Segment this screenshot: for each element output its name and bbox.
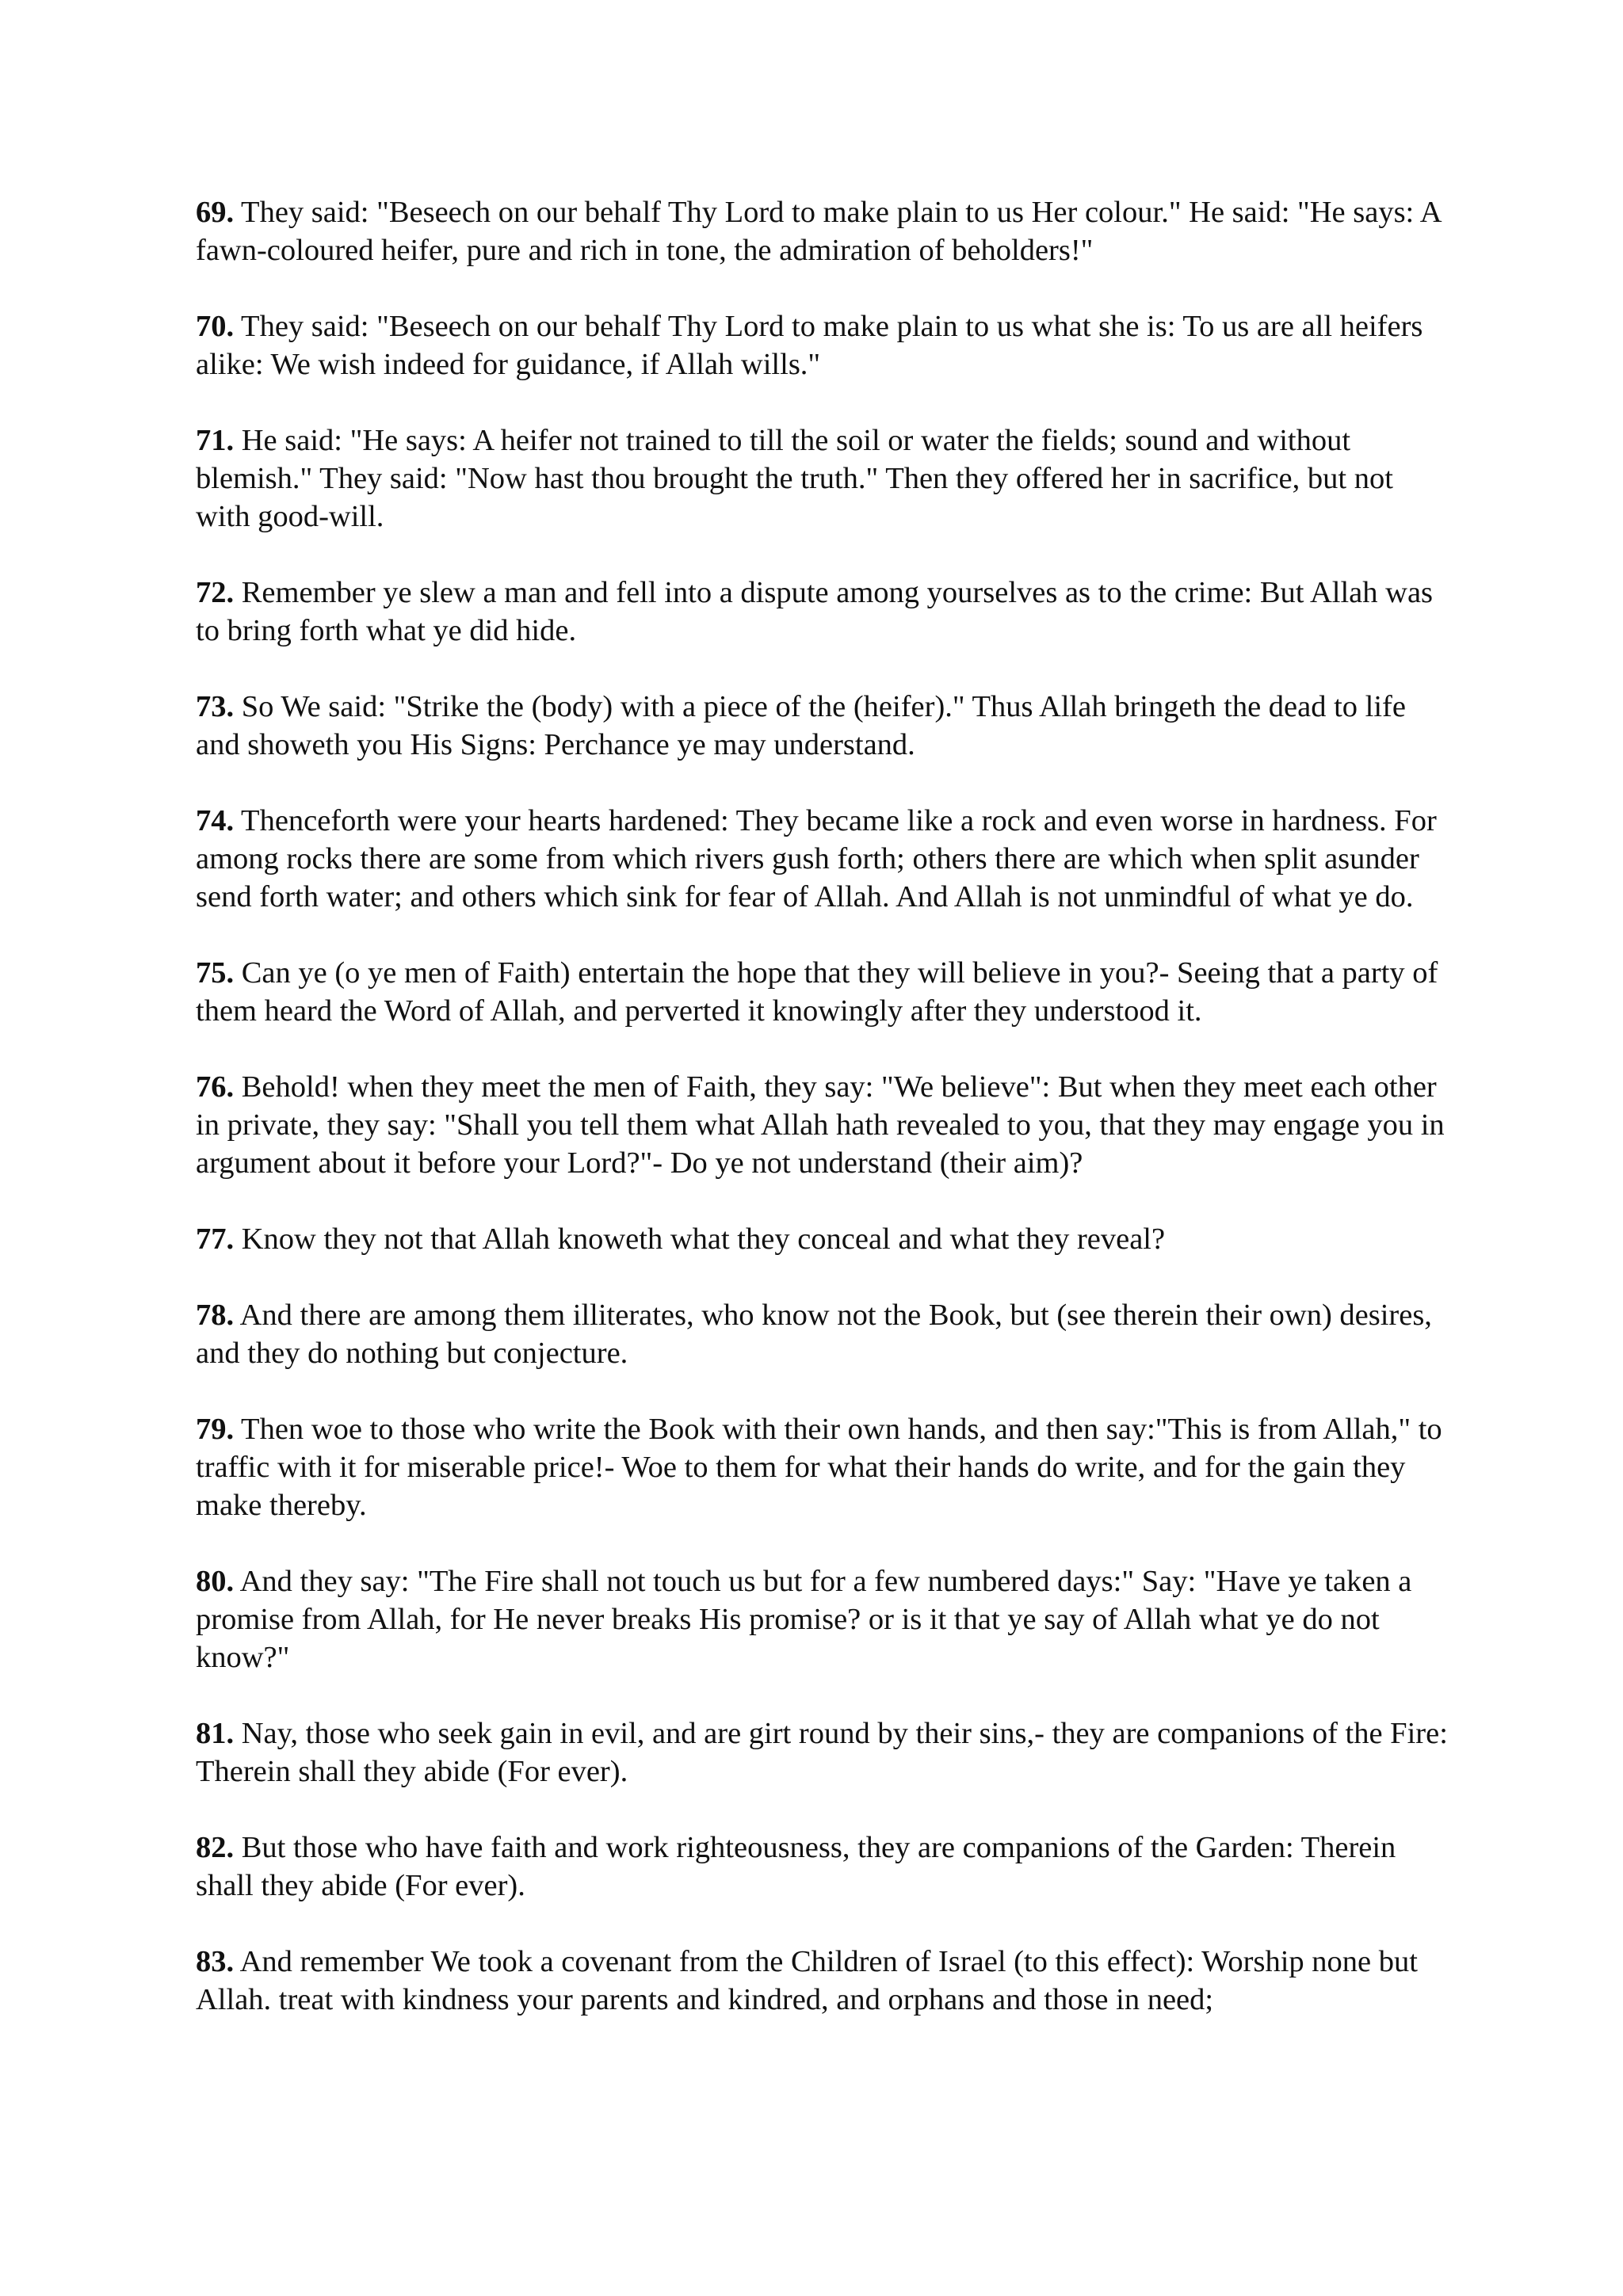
verse-number: 82. [196,1831,235,1864]
verse-text: They said: "Beseech on our behalf Thy Lord to make plain to us what she is: To us are all heifers alike: We wish indeed for guidance, if Allah wills." [196,310,1423,381]
verse-text: Thenceforth were your hearts hardened: They became like a rock and even worse in hardness. For among rocks there are some from which rivers gush forth; others there are which when split asunder send forth water; and others which sink for fear of Allah. And Allah is not unmindful of what ye do. [196,804,1437,913]
verse-number: 76. [196,1070,235,1104]
verse-number: 77. [196,1222,235,1256]
verse-number: 73. [196,690,235,723]
verse-list [196,193,1448,2057]
verse-79 [196,1410,1448,1524]
verse-number: 74. [196,804,235,837]
verse-number: 71. [196,424,235,457]
verse-76 [196,1068,1448,1182]
verse-number: 75. [196,956,235,990]
verse-78 [196,1296,1448,1372]
verse-81 [196,1714,1448,1791]
verse-text: They said: "Beseech on our behalf Thy Lord to make plain to us Her colour." He said: "He says: A fawn-coloured heifer, pure and rich in tone, the admiration of beholders!" [196,196,1441,267]
verse-text: But those who have faith and work righteousness, they are companions of the Garden: Therein shall they abide (For ever). [196,1831,1396,1902]
verse-text: Then woe to those who write the Book with their own hands, and then say:"This is from Allah," to traffic with it for miserable price!- Woe to them for what their hands do write, and for the gain they make thereby. [196,1413,1442,1522]
verse-text: And remember We took a covenant from the Children of Israel (to this effect): Worship none but Allah. treat with kindness your parents and kindred, and orphans and those in need; [196,1945,1418,2016]
verse-73 [196,688,1448,764]
verse-71 [196,421,1448,536]
verse-80 [196,1562,1448,1676]
verse-number: 70. [196,310,235,343]
verse-82 [196,1829,1448,1905]
verse-number: 81. [196,1717,235,1750]
verse-number: 80. [196,1565,235,1598]
verse-number: 72. [196,576,235,609]
verse-74 [196,802,1448,916]
verse-text: Know they not that Allah knoweth what they conceal and what they reveal? [234,1222,1166,1256]
verse-number: 69. [196,196,235,229]
verse-69 [196,193,1448,269]
verse-text: Nay, those who seek gain in evil, and are girt round by their sins,- they are companions of the Fire: Therein shall they abide (For ever). [196,1717,1448,1788]
verse-text: And they say: "The Fire shall not touch us but for a few numbered days:" Say: "Have ye taken a promise from Allah, for He never breaks His promise? or is it that ye say of Allah what ye do not know?" [196,1565,1412,1674]
verse-75 [196,954,1448,1030]
verse-number: 79. [196,1413,235,1446]
verse-number: 83. [196,1945,235,1978]
verse-text: And there are among them illiterates, who know not the Book, but (see therein their own) desires, and they do nothing but conjecture. [196,1299,1432,1370]
verse-77 [196,1220,1448,1258]
verse-text: So We said: "Strike the (body) with a piece of the (heifer)." Thus Allah bringeth the dead to life and showeth you His Signs: Perchance ye may understand. [196,690,1406,761]
verse-text: Remember ye slew a man and fell into a dispute among yourselves as to the crime: But Allah was to bring forth what ye did hide. [196,576,1434,647]
verse-text: He said: "He says: A heifer not trained to till the soil or water the fields; sound and without blemish." They said: "Now hast thou brought the truth." Then they offered her in sacrifice, but not with good-will. [196,424,1393,533]
verse-83 [196,1943,1448,2019]
verse-number: 78. [196,1299,235,1332]
verse-text: Behold! when they meet the men of Faith, they say: "We believe": But when they meet each other in private, they say: "Shall you tell them what Allah hath revealed to you, that they may engage you in argument about it before your Lord?"- Do ye not understand (their aim)? [196,1070,1445,1180]
verse-text: Can ye (o ye men of Faith) entertain the hope that they will believe in you?- Seeing that a party of them heard the Word of Allah, and perverted it knowingly after they understood it. [196,956,1438,1028]
verse-72 [196,574,1448,650]
verse-70 [196,307,1448,383]
